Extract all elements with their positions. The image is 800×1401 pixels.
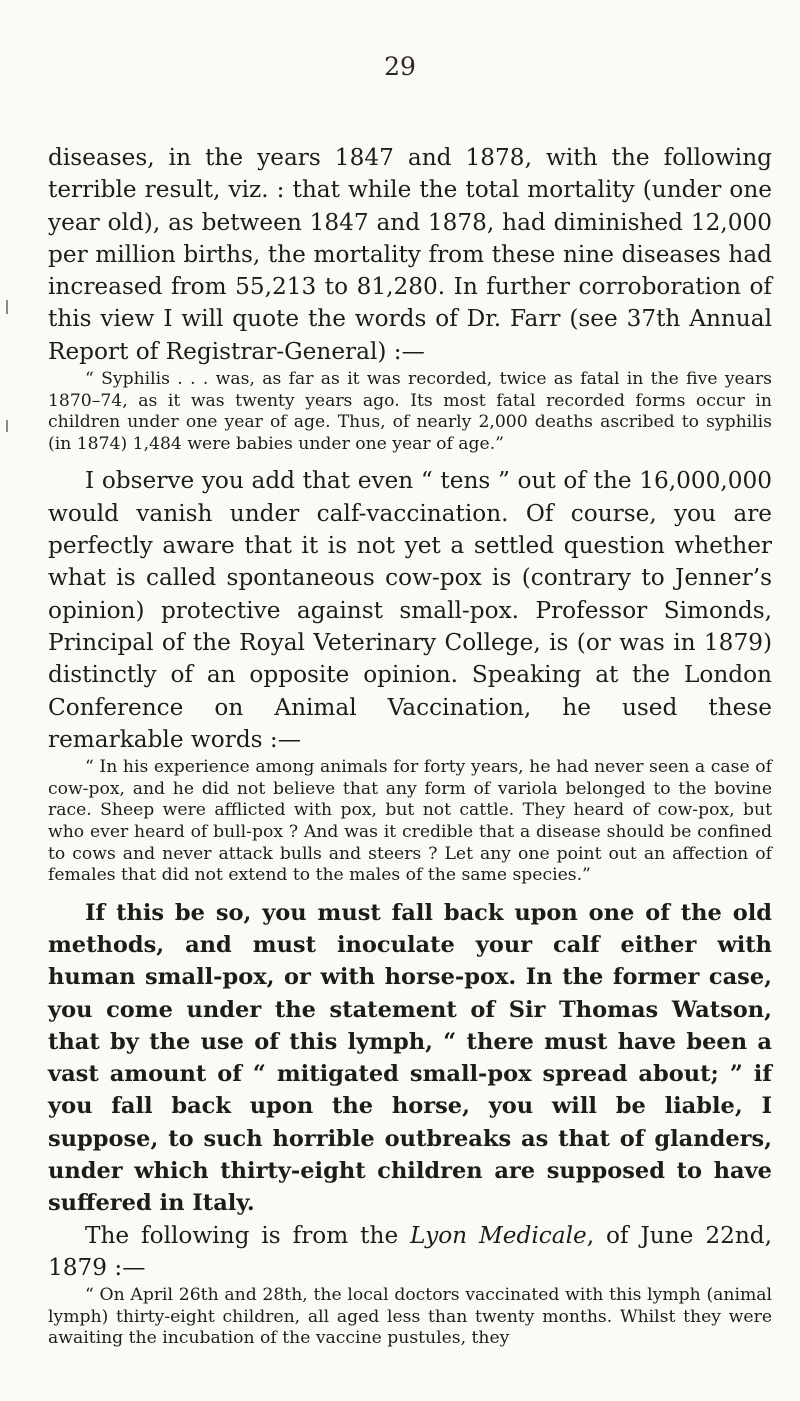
lyon-journal-title: Lyon Medicale — [410, 1221, 587, 1249]
paragraph-old-methods: If this be so, you must fall back upon one of the old methods, and must inoculate your calf either with human small-pox, or with horse-pox. In the former case, you come under the statement of Sir Thomas Watson, that by the use of this lymph, “ there must have been a vast amount of “ mitigated small-pox spread about; ” if you fall back upon the horse, you will be liable, I suppose, to such horrible outbreaks as that of glanders, under which thirty-eight children are supposed to have suffered in Italy. — [48, 899, 772, 1217]
quote-farr-syphilis: “ Syphilis . . . was, as far as it was recorded, twice as fatal in the five years 1870–74, as it was twenty years ago. Its most fatal recorded forms occur in children under one year of age. Thus, of nearly 2,000 deaths ascribed to syphilis (in 1874) 1,484 were babies under one year of age.” — [48, 369, 772, 454]
paragraph-diseases: diseases, in the years 1847 and 1878, with the following terrible result, viz. : that while the total mortality (under one year old), as between 1847 and 1878, had diminished 12,000 per million births, the mortality from these nine diseases had increased from 55,213 to 81,280. In further corroboration of this view I will quote the words of Dr. Farr (see 37th Annual Report of Registrar-General) :— — [48, 144, 772, 365]
quote-simonds: “ In his experience among animals for forty years, he had never seen a case of cow-pox, and he did not believe that any form of variola belonged to the bovine race. Sheep were afflicted with pox, but not cattle. They heard of cow-pox, but who ever heard of bull-pox ? And was it credible that a disease should be confined to cows and never attack bulls and steers ? Let any one point out an affection of females that did not extend to the males of the same species.” — [48, 757, 772, 886]
lyon-text-after: , of June 22nd, 1879 :— — [48, 1221, 772, 1281]
paragraph-calf-vaccination: I observe you add that even “ tens ” out of the 16,000,000 would vanish under calf-vaccination. Of course, you are perfectly aware that it is not yet a settled question whether what is called spontaneous cow-pox is (contrary to Jenner’s opinion) protective against small-pox. Professor Simonds, Principal of the Royal Veterinary College, is (or was in 1879) distinctly of an opposite opinion. Speaking at the London Conference on Animal Vaccination, he used these remarkable words :— — [48, 467, 772, 753]
lyon-text-before: The following is from the — [85, 1221, 411, 1249]
margin-mark — [6, 300, 8, 314]
page-number: 29 — [384, 52, 416, 81]
paragraph-lyon-medicale — [48, 1220, 772, 1285]
page-body — [48, 142, 772, 1360]
margin-mark — [6, 420, 8, 432]
quote-lyon-april: “ On April 26th and 28th, the local doctors vaccinated with this lymph (animal lymph) thirty-eight children, all aged less than twenty months. Whilst they were awaiting the incubation of the vaccine pustules, they — [48, 1285, 772, 1349]
